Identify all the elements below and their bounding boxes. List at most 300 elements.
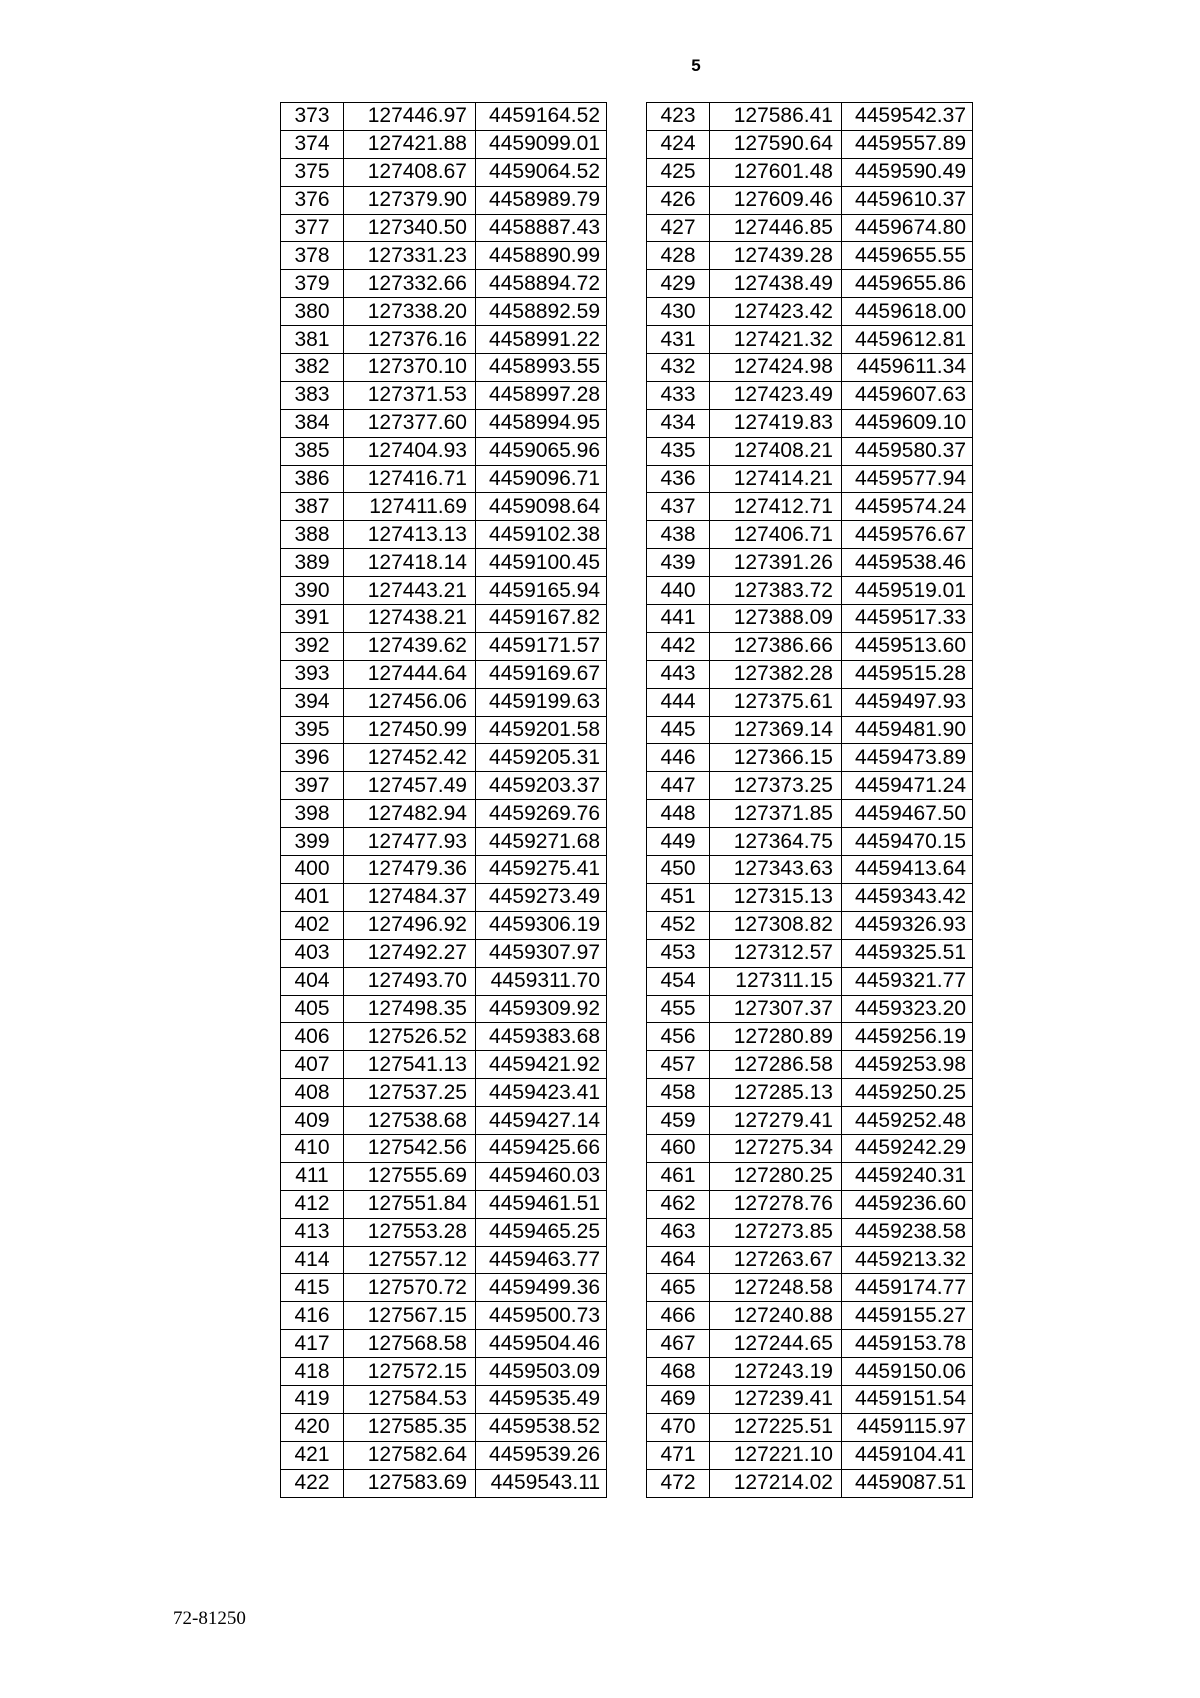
x-coordinate-cell: 127414.21 <box>710 465 842 493</box>
table-row <box>647 772 973 800</box>
y-coordinate-cell: 4459307.97 <box>476 939 607 967</box>
point-number-cell: 415 <box>281 1274 344 1302</box>
point-number-cell: 400 <box>281 856 344 884</box>
table-row <box>281 130 607 158</box>
x-coordinate-cell: 127404.93 <box>344 437 476 465</box>
coordinates-table-right <box>646 102 973 1498</box>
y-coordinate-cell: 4459115.97 <box>842 1413 973 1441</box>
point-number-cell: 378 <box>281 242 344 270</box>
x-coordinate-cell: 127555.69 <box>344 1162 476 1190</box>
x-coordinate-cell: 127418.14 <box>344 549 476 577</box>
y-coordinate-cell: 4459165.94 <box>476 577 607 605</box>
x-coordinate-cell: 127373.25 <box>710 772 842 800</box>
point-number-cell: 463 <box>647 1218 710 1246</box>
point-number-cell: 429 <box>647 270 710 298</box>
x-coordinate-cell: 127286.58 <box>710 1051 842 1079</box>
table-row <box>647 1134 973 1162</box>
table-row <box>647 381 973 409</box>
x-coordinate-cell: 127446.85 <box>710 214 842 242</box>
y-coordinate-cell: 4459574.24 <box>842 493 973 521</box>
y-coordinate-cell: 4459343.42 <box>842 883 973 911</box>
point-number-cell: 416 <box>281 1302 344 1330</box>
table-row <box>281 1079 607 1107</box>
table-row <box>281 1246 607 1274</box>
x-coordinate-cell: 127406.71 <box>710 521 842 549</box>
y-coordinate-cell: 4459500.73 <box>476 1302 607 1330</box>
x-coordinate-cell: 127601.48 <box>710 158 842 186</box>
table-row <box>647 242 973 270</box>
table-row <box>647 1469 973 1497</box>
y-coordinate-cell: 4459421.92 <box>476 1051 607 1079</box>
table-row <box>281 1218 607 1246</box>
y-coordinate-cell: 4459273.49 <box>476 883 607 911</box>
x-coordinate-cell: 127609.46 <box>710 186 842 214</box>
table-row <box>281 1413 607 1441</box>
y-coordinate-cell: 4459612.81 <box>842 326 973 354</box>
point-number-cell: 459 <box>647 1107 710 1135</box>
point-number-cell: 430 <box>647 298 710 326</box>
x-coordinate-cell: 127244.65 <box>710 1330 842 1358</box>
point-number-cell: 437 <box>647 493 710 521</box>
table-row <box>281 521 607 549</box>
x-coordinate-cell: 127439.62 <box>344 632 476 660</box>
y-coordinate-cell: 4459513.60 <box>842 632 973 660</box>
x-coordinate-cell: 127583.69 <box>344 1469 476 1497</box>
x-coordinate-cell: 127411.69 <box>344 493 476 521</box>
y-coordinate-cell: 4459096.71 <box>476 465 607 493</box>
table-row <box>647 130 973 158</box>
y-coordinate-cell: 4459542.37 <box>842 103 973 131</box>
point-number-cell: 427 <box>647 214 710 242</box>
table-row <box>281 772 607 800</box>
point-number-cell: 374 <box>281 130 344 158</box>
point-number-cell: 436 <box>647 465 710 493</box>
x-coordinate-cell: 127379.90 <box>344 186 476 214</box>
point-number-cell: 465 <box>647 1274 710 1302</box>
point-number-cell: 461 <box>647 1162 710 1190</box>
x-coordinate-cell: 127493.70 <box>344 967 476 995</box>
x-coordinate-cell: 127498.35 <box>344 995 476 1023</box>
y-coordinate-cell: 4459242.29 <box>842 1134 973 1162</box>
y-coordinate-cell: 4459167.82 <box>476 605 607 633</box>
point-number-cell: 421 <box>281 1441 344 1469</box>
table-row <box>281 381 607 409</box>
page-number: 5 <box>691 56 701 75</box>
y-coordinate-cell: 4459535.49 <box>476 1385 607 1413</box>
point-number-cell: 439 <box>647 549 710 577</box>
y-coordinate-cell: 4459609.10 <box>842 409 973 437</box>
x-coordinate-cell: 127582.64 <box>344 1441 476 1469</box>
point-number-cell: 448 <box>647 800 710 828</box>
point-number-cell: 418 <box>281 1358 344 1386</box>
table-row <box>647 660 973 688</box>
y-coordinate-cell: 4459383.68 <box>476 1023 607 1051</box>
y-coordinate-cell: 4459326.93 <box>842 911 973 939</box>
point-number-cell: 407 <box>281 1051 344 1079</box>
y-coordinate-cell: 4459413.64 <box>842 856 973 884</box>
point-number-cell: 435 <box>647 437 710 465</box>
y-coordinate-cell: 4459610.37 <box>842 186 973 214</box>
y-coordinate-cell: 4459250.25 <box>842 1079 973 1107</box>
table-row <box>281 1023 607 1051</box>
y-coordinate-cell: 4459213.32 <box>842 1246 973 1274</box>
point-number-cell: 389 <box>281 549 344 577</box>
point-number-cell: 392 <box>281 632 344 660</box>
table-row <box>647 967 973 995</box>
table-row <box>647 521 973 549</box>
y-coordinate-cell: 4459580.37 <box>842 437 973 465</box>
point-number-cell: 399 <box>281 828 344 856</box>
point-number-cell: 467 <box>647 1330 710 1358</box>
table-row <box>647 1162 973 1190</box>
table-row <box>647 1413 973 1441</box>
x-coordinate-cell: 127421.88 <box>344 130 476 158</box>
y-coordinate-cell: 4459309.92 <box>476 995 607 1023</box>
x-coordinate-cell: 127280.25 <box>710 1162 842 1190</box>
point-number-cell: 440 <box>647 577 710 605</box>
table-row <box>647 214 973 242</box>
table-row <box>647 939 973 967</box>
table-row <box>281 298 607 326</box>
x-coordinate-cell: 127388.09 <box>710 605 842 633</box>
point-number-cell: 390 <box>281 577 344 605</box>
x-coordinate-cell: 127332.66 <box>344 270 476 298</box>
y-coordinate-cell: 4459164.52 <box>476 103 607 131</box>
table-row <box>281 1190 607 1218</box>
y-coordinate-cell: 4459100.45 <box>476 549 607 577</box>
y-coordinate-cell: 4459576.67 <box>842 521 973 549</box>
point-number-cell: 468 <box>647 1358 710 1386</box>
x-coordinate-cell: 127567.15 <box>344 1302 476 1330</box>
point-number-cell: 380 <box>281 298 344 326</box>
y-coordinate-cell: 4459102.38 <box>476 521 607 549</box>
y-coordinate-cell: 4459517.33 <box>842 605 973 633</box>
point-number-cell: 383 <box>281 381 344 409</box>
x-coordinate-cell: 127240.88 <box>710 1302 842 1330</box>
x-coordinate-cell: 127377.60 <box>344 409 476 437</box>
y-coordinate-cell: 4459169.67 <box>476 660 607 688</box>
table-row <box>281 716 607 744</box>
x-coordinate-cell: 127438.49 <box>710 270 842 298</box>
x-coordinate-cell: 127308.82 <box>710 911 842 939</box>
x-coordinate-cell: 127424.98 <box>710 354 842 382</box>
x-coordinate-cell: 127444.64 <box>344 660 476 688</box>
x-coordinate-cell: 127526.52 <box>344 1023 476 1051</box>
y-coordinate-cell: 4459465.25 <box>476 1218 607 1246</box>
table-row <box>647 1190 973 1218</box>
point-number-cell: 404 <box>281 967 344 995</box>
x-coordinate-cell: 127551.84 <box>344 1190 476 1218</box>
y-coordinate-cell: 4459427.14 <box>476 1107 607 1135</box>
point-number-cell: 413 <box>281 1218 344 1246</box>
y-coordinate-cell: 4459674.80 <box>842 214 973 242</box>
table-row <box>647 883 973 911</box>
point-number-cell: 409 <box>281 1107 344 1135</box>
table-row <box>647 298 973 326</box>
point-number-cell: 401 <box>281 883 344 911</box>
point-number-cell: 454 <box>647 967 710 995</box>
y-coordinate-cell: 4459155.27 <box>842 1302 973 1330</box>
point-number-cell: 434 <box>647 409 710 437</box>
table-row <box>647 326 973 354</box>
point-number-cell: 458 <box>647 1079 710 1107</box>
x-coordinate-cell: 127450.99 <box>344 716 476 744</box>
table-row <box>281 577 607 605</box>
point-number-cell: 422 <box>281 1469 344 1497</box>
x-coordinate-cell: 127214.02 <box>710 1469 842 1497</box>
x-coordinate-cell: 127484.37 <box>344 883 476 911</box>
point-number-cell: 397 <box>281 772 344 800</box>
y-coordinate-cell: 4459519.01 <box>842 577 973 605</box>
table-row <box>647 1051 973 1079</box>
table-row <box>647 186 973 214</box>
point-number-cell: 464 <box>647 1246 710 1274</box>
x-coordinate-cell: 127585.35 <box>344 1413 476 1441</box>
x-coordinate-cell: 127275.34 <box>710 1134 842 1162</box>
table-row <box>281 270 607 298</box>
y-coordinate-cell: 4459461.51 <box>476 1190 607 1218</box>
table-row <box>281 1330 607 1358</box>
point-number-cell: 457 <box>647 1051 710 1079</box>
point-number-cell: 425 <box>647 158 710 186</box>
x-coordinate-cell: 127248.58 <box>710 1274 842 1302</box>
y-coordinate-cell: 4459199.63 <box>476 688 607 716</box>
point-number-cell: 375 <box>281 158 344 186</box>
table-row <box>647 1246 973 1274</box>
y-coordinate-cell: 4459577.94 <box>842 465 973 493</box>
x-coordinate-cell: 127443.21 <box>344 577 476 605</box>
x-coordinate-cell: 127584.53 <box>344 1385 476 1413</box>
y-coordinate-cell: 4459463.77 <box>476 1246 607 1274</box>
x-coordinate-cell: 127221.10 <box>710 1441 842 1469</box>
table-row <box>281 911 607 939</box>
x-coordinate-cell: 127456.06 <box>344 688 476 716</box>
table-row <box>647 995 973 1023</box>
y-coordinate-cell: 4459499.36 <box>476 1274 607 1302</box>
y-coordinate-cell: 4459275.41 <box>476 856 607 884</box>
point-number-cell: 438 <box>647 521 710 549</box>
x-coordinate-cell: 127386.66 <box>710 632 842 660</box>
table-row <box>647 465 973 493</box>
point-number-cell: 388 <box>281 521 344 549</box>
table-row <box>647 103 973 131</box>
table-row <box>647 158 973 186</box>
y-coordinate-cell: 4459655.86 <box>842 270 973 298</box>
x-coordinate-cell: 127572.15 <box>344 1358 476 1386</box>
point-number-cell: 414 <box>281 1246 344 1274</box>
point-number-cell: 449 <box>647 828 710 856</box>
table-row <box>647 1385 973 1413</box>
x-coordinate-cell: 127557.12 <box>344 1246 476 1274</box>
table-row <box>281 967 607 995</box>
y-coordinate-cell: 4459323.20 <box>842 995 973 1023</box>
x-coordinate-cell: 127383.72 <box>710 577 842 605</box>
x-coordinate-cell: 127408.67 <box>344 158 476 186</box>
point-number-cell: 433 <box>647 381 710 409</box>
table-row <box>281 1441 607 1469</box>
x-coordinate-cell: 127375.61 <box>710 688 842 716</box>
table-row <box>647 1302 973 1330</box>
x-coordinate-cell: 127364.75 <box>710 828 842 856</box>
y-coordinate-cell: 4459473.89 <box>842 744 973 772</box>
table-row <box>647 911 973 939</box>
x-coordinate-cell: 127416.71 <box>344 465 476 493</box>
point-number-cell: 394 <box>281 688 344 716</box>
table-row <box>281 437 607 465</box>
point-number-cell: 423 <box>647 103 710 131</box>
table-row <box>647 1218 973 1246</box>
table-row <box>281 354 607 382</box>
y-coordinate-cell: 4459205.31 <box>476 744 607 772</box>
point-number-cell: 428 <box>647 242 710 270</box>
table-row <box>281 1162 607 1190</box>
y-coordinate-cell: 4459557.89 <box>842 130 973 158</box>
y-coordinate-cell: 4459590.49 <box>842 158 973 186</box>
point-number-cell: 472 <box>647 1469 710 1497</box>
x-coordinate-cell: 127312.57 <box>710 939 842 967</box>
y-coordinate-cell: 4459236.60 <box>842 1190 973 1218</box>
table-row <box>647 577 973 605</box>
x-coordinate-cell: 127457.49 <box>344 772 476 800</box>
x-coordinate-cell: 127371.53 <box>344 381 476 409</box>
x-coordinate-cell: 127366.15 <box>710 744 842 772</box>
table-row <box>647 409 973 437</box>
table-row <box>647 354 973 382</box>
point-number-cell: 387 <box>281 493 344 521</box>
y-coordinate-cell: 4459238.58 <box>842 1218 973 1246</box>
y-coordinate-cell: 4459171.57 <box>476 632 607 660</box>
x-coordinate-cell: 127338.20 <box>344 298 476 326</box>
table-row <box>281 1469 607 1497</box>
x-coordinate-cell: 127376.16 <box>344 326 476 354</box>
point-number-cell: 424 <box>647 130 710 158</box>
x-coordinate-cell: 127369.14 <box>710 716 842 744</box>
point-number-cell: 453 <box>647 939 710 967</box>
x-coordinate-cell: 127479.36 <box>344 856 476 884</box>
y-coordinate-cell: 4459253.98 <box>842 1051 973 1079</box>
x-coordinate-cell: 127315.13 <box>710 883 842 911</box>
y-coordinate-cell: 4459153.78 <box>842 1330 973 1358</box>
point-number-cell: 469 <box>647 1385 710 1413</box>
y-coordinate-cell: 4459504.46 <box>476 1330 607 1358</box>
x-coordinate-cell: 127542.56 <box>344 1134 476 1162</box>
point-number-cell: 398 <box>281 800 344 828</box>
table-row <box>647 1274 973 1302</box>
y-coordinate-cell: 4459503.09 <box>476 1358 607 1386</box>
x-coordinate-cell: 127340.50 <box>344 214 476 242</box>
table-row <box>281 1107 607 1135</box>
point-number-cell: 412 <box>281 1190 344 1218</box>
table-row <box>647 632 973 660</box>
y-coordinate-cell: 4459098.64 <box>476 493 607 521</box>
table-row <box>281 103 607 131</box>
y-coordinate-cell: 4458989.79 <box>476 186 607 214</box>
table-row <box>647 270 973 298</box>
y-coordinate-cell: 4458887.43 <box>476 214 607 242</box>
table-row <box>281 800 607 828</box>
table-row <box>281 158 607 186</box>
point-number-cell: 452 <box>647 911 710 939</box>
y-coordinate-cell: 4458993.55 <box>476 354 607 382</box>
point-number-cell: 391 <box>281 605 344 633</box>
point-number-cell: 426 <box>647 186 710 214</box>
table-row <box>281 744 607 772</box>
y-coordinate-cell: 4459256.19 <box>842 1023 973 1051</box>
point-number-cell: 432 <box>647 354 710 382</box>
x-coordinate-cell: 127370.10 <box>344 354 476 382</box>
x-coordinate-cell: 127239.41 <box>710 1385 842 1413</box>
x-coordinate-cell: 127331.23 <box>344 242 476 270</box>
x-coordinate-cell: 127311.15 <box>710 967 842 995</box>
table-row <box>281 1134 607 1162</box>
point-number-cell: 386 <box>281 465 344 493</box>
table-row <box>281 995 607 1023</box>
point-number-cell: 455 <box>647 995 710 1023</box>
y-coordinate-cell: 4459460.03 <box>476 1162 607 1190</box>
table-row <box>647 605 973 633</box>
point-number-cell: 395 <box>281 716 344 744</box>
y-coordinate-cell: 4459467.50 <box>842 800 973 828</box>
y-coordinate-cell: 4458991.22 <box>476 326 607 354</box>
x-coordinate-cell: 127586.41 <box>710 103 842 131</box>
y-coordinate-cell: 4458894.72 <box>476 270 607 298</box>
y-coordinate-cell: 4458892.59 <box>476 298 607 326</box>
table-row <box>281 549 607 577</box>
table-row <box>281 214 607 242</box>
table-row <box>647 437 973 465</box>
table-row <box>647 549 973 577</box>
table-row <box>281 493 607 521</box>
y-coordinate-cell: 4459201.58 <box>476 716 607 744</box>
table-row <box>647 800 973 828</box>
x-coordinate-cell: 127408.21 <box>710 437 842 465</box>
x-coordinate-cell: 127371.85 <box>710 800 842 828</box>
x-coordinate-cell: 127273.85 <box>710 1218 842 1246</box>
point-number-cell: 396 <box>281 744 344 772</box>
point-number-cell: 379 <box>281 270 344 298</box>
table-row <box>647 493 973 521</box>
x-coordinate-cell: 127382.28 <box>710 660 842 688</box>
x-coordinate-cell: 127482.94 <box>344 800 476 828</box>
point-number-cell: 451 <box>647 883 710 911</box>
table-row <box>281 632 607 660</box>
point-number-cell: 456 <box>647 1023 710 1051</box>
table-row <box>647 1358 973 1386</box>
table-row <box>647 1023 973 1051</box>
point-number-cell: 460 <box>647 1134 710 1162</box>
y-coordinate-cell: 4458994.95 <box>476 409 607 437</box>
y-coordinate-cell: 4459618.00 <box>842 298 973 326</box>
point-number-cell: 450 <box>647 856 710 884</box>
point-number-cell: 462 <box>647 1190 710 1218</box>
table-row <box>647 828 973 856</box>
y-coordinate-cell: 4459104.41 <box>842 1441 973 1469</box>
point-number-cell: 403 <box>281 939 344 967</box>
table-row <box>647 1079 973 1107</box>
x-coordinate-cell: 127423.42 <box>710 298 842 326</box>
document-code: 72-81250 <box>173 1608 246 1629</box>
x-coordinate-cell: 127307.37 <box>710 995 842 1023</box>
point-number-cell: 402 <box>281 911 344 939</box>
table-row <box>647 744 973 772</box>
x-coordinate-cell: 127343.63 <box>710 856 842 884</box>
y-coordinate-cell: 4459252.48 <box>842 1107 973 1135</box>
table-row <box>281 242 607 270</box>
table-row <box>281 1302 607 1330</box>
table-row <box>647 716 973 744</box>
table-row <box>281 605 607 633</box>
y-coordinate-cell: 4459611.34 <box>842 354 973 382</box>
